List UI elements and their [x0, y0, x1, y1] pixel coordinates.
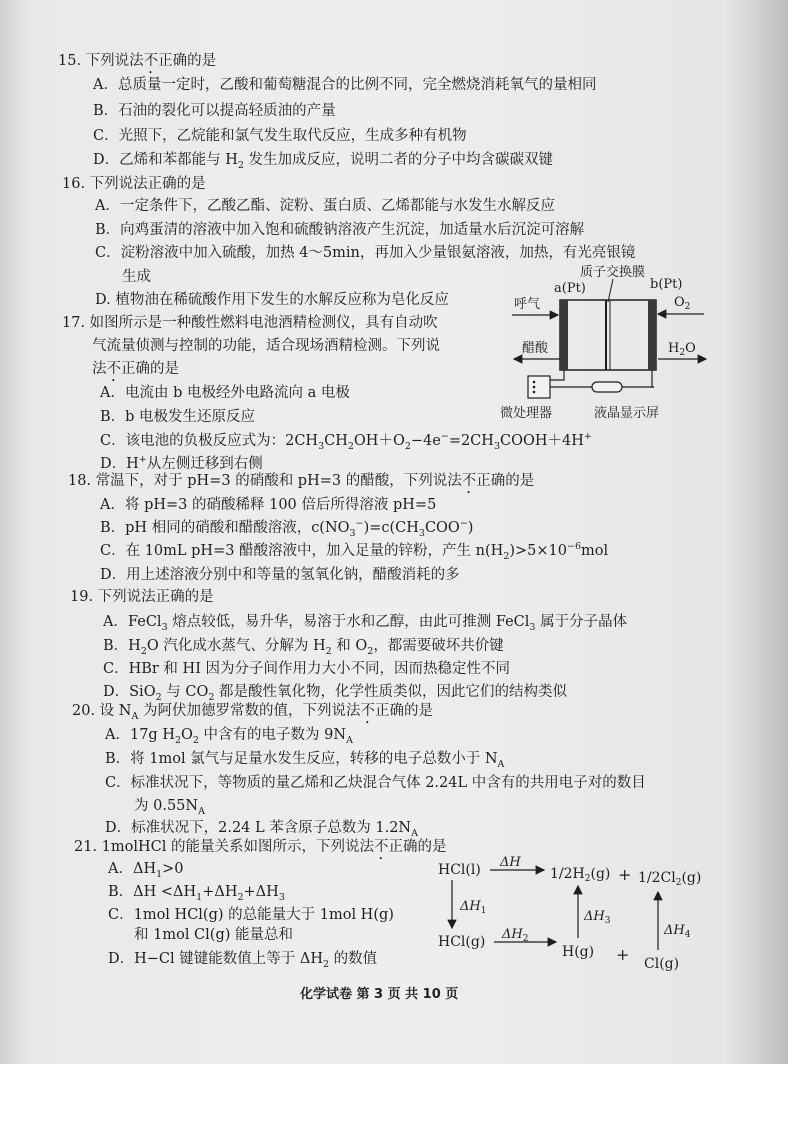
q21-stem: 21. 1molHCl 的能量关系如图所示，下列说法不正确的是	[74, 839, 447, 855]
delta-h-label: ΔH	[500, 855, 521, 870]
delta-h3-label: $\Delta H_3$	[584, 909, 611, 926]
question-number: 17.	[62, 315, 86, 331]
half-cl2-label: $1/2Cl_2(g)$	[638, 870, 702, 888]
q16-option-d: D. 植物油在稀硫酸作用下发生的水解反应称为皂化反应	[95, 292, 449, 308]
q17-option-b: B．b 电极发生还原反应	[100, 409, 256, 425]
q19-option-c: C．HBr 和 HI 因为分子间作用力大小不同，因而热稳定性不同	[103, 661, 511, 677]
emphasis-text: 不	[360, 703, 375, 719]
q17-stem-3: 法不正确的是	[92, 361, 179, 377]
q17-option-c: C．该电池的负极反应式为：$2CH_3CH_2OH+O_2-4e^-=2CH_3COOH+4H^+$	[100, 431, 592, 452]
q16-option-b: B．向鸡蛋清的溶液中加入饱和硫酸钠溶液产生沉淀，加适量水后沉淀可溶解	[95, 222, 585, 238]
q19-option-d: D．SiO$_2$ 与 $CO_2$ 都是酸性氧化物，化学性质类似，因此它们的结构类似	[103, 684, 567, 703]
circuit-wire-b	[652, 370, 654, 387]
membrane-label: 质子交换膜	[580, 265, 646, 280]
delta-h4-label: $\Delta H_4$	[664, 923, 691, 940]
q21-option-b: B．$\Delta H <\Delta H_1+\Delta H_2+\Delta H_3$	[108, 884, 285, 903]
q17-stem-2: 气流量侦测与控制的功能，适合现场酒精检测。下列说	[92, 338, 440, 354]
question-number: 19.	[70, 589, 94, 605]
stem-text: 正确的是	[158, 53, 217, 69]
q18-option-b: B．pH 相同的硝酸和醋酸溶液，$c(NO_3^-)=c(CH_3COO^-)$	[100, 518, 474, 539]
q17-option-d: D．H+从左侧迁移到右侧	[100, 454, 263, 472]
q18-option-a: A．将 pH=3 的硝酸稀释 100 倍后所得溶液 pH=5	[100, 497, 437, 513]
half-h2-label: $1/2H_2(g)$	[550, 866, 611, 884]
question-number: 18.	[68, 473, 92, 489]
q16-stem: 16. 下列说法正确的是	[62, 176, 206, 192]
electrode-a	[560, 300, 568, 370]
question-number: 20.	[72, 703, 96, 719]
q19-option-b: B．$H_2O$ 汽化成水蒸气、分解为 $H_2$ 和 $O_2$，都需要破坏共价键	[103, 638, 504, 657]
q16-option-a: A．一定条件下，乙酸乙酯、淀粉、蛋白质、乙烯都能与水发生水解反应	[95, 198, 555, 214]
emphasis-text: 不	[143, 53, 159, 69]
membrane-leader-line	[608, 279, 613, 302]
q21-option-c: C．1mol HCl(g) 的总能量大于 1mol H(g)	[108, 907, 394, 923]
q19-stem: 19. 下列说法正确的是	[70, 589, 214, 605]
microprocessor-box	[528, 376, 550, 398]
fuel-cell-diagram	[500, 262, 713, 422]
hcl-gas-label: HCl(g)	[438, 934, 486, 950]
emphasis-text: 不	[374, 839, 389, 855]
lcd-screen	[592, 382, 622, 392]
plus-sign: +	[618, 865, 632, 884]
hcl-energy-diagram	[432, 850, 712, 980]
q20-option-c: C．标准状况下，等物质的量乙烯和乙炔混合气体 2.24L 中含有的共用电子对的数目	[105, 775, 646, 791]
cl-atom-label: Cl(g)	[644, 956, 680, 972]
q17-stem-1: 17. 如图所示是一种酸性燃料电池酒精检测仪，具有自动吹	[62, 315, 438, 331]
q18-stem: 18. 常温下，对于 pH=3 的硝酸和 pH=3 的醋酸，下列说法不正确的是	[68, 473, 535, 489]
lcd-label: 液晶显示屏	[594, 406, 660, 421]
q16-option-c-cont: 生成	[122, 269, 151, 285]
microprocessor-label: 微处理器	[500, 406, 553, 421]
h-atom-label: H(g)	[562, 944, 595, 960]
q15-stem	[58, 52, 216, 77]
electrode-b	[648, 300, 656, 370]
q21-option-d: D．H−Cl 键键能数值上等于 $\Delta H_2$ 的数值	[108, 951, 378, 970]
question-number: 21.	[74, 839, 98, 855]
q16-option-c: C．淀粉溶液中加入硫酸，加热 4～5min，再加入少量银氨溶液，加热，有光亮银镜	[95, 245, 636, 261]
emphasis-text: 不	[461, 473, 477, 489]
cell-body	[560, 300, 656, 370]
electrode-a-label: a(Pt)	[554, 281, 586, 296]
q20-option-c-cont: 为 $0.55N_A$	[134, 798, 205, 817]
h2o-label: $H_2O$	[668, 341, 696, 358]
delta-h1-label: $\Delta H_1$	[460, 899, 487, 916]
acid-label: 醋酸	[522, 341, 549, 356]
q18-option-d: D．用上述溶液分别中和等量的氢氧化钠，醋酸消耗的多	[100, 567, 460, 583]
q15-option-a: A．总质量一定时，乙酸和葡萄糖混合的比例不同，完全燃烧消耗氧气的量相同	[93, 77, 597, 93]
question-number: 15.	[58, 53, 82, 69]
q17-option-a: A．电流由 b 电极经外电路流向 a 电极	[100, 385, 350, 401]
q15-option-d: D．乙烯和苯都能与 $H_2$ 发生加成反应，说明二者的分子中均含碳碳双键	[93, 152, 554, 171]
q21-option-a: A．$\Delta H_1>0$	[108, 861, 184, 880]
q21-option-c-cont: 和 1mol Cl(g) 能量总和	[134, 927, 293, 943]
delta-h2-label: $\Delta H_2$	[502, 927, 529, 944]
stem-text: 下列说法	[85, 53, 144, 69]
o2-label: $O_2$	[674, 295, 691, 312]
question-number: 16.	[62, 176, 86, 192]
hcl-liquid-label: HCl(l)	[438, 862, 481, 878]
q20-option-b: B．将 1mol 氯气与足量水发生反应，转移的电子总数小于 $N_A$	[105, 751, 505, 770]
q20-stem: 20. 设 $N_A$ 为阿伏加德罗常数的值，下列说法不正确的是	[72, 703, 433, 722]
page-footer: 化学试卷 第 3 页 共 10 页	[300, 987, 459, 1002]
emphasis-text: 不	[106, 361, 121, 377]
q15-option-c: C．光照下，乙烷能和氯气发生取代反应，生成多种有机物	[93, 128, 467, 144]
q20-option-a: A．17g $H_2O_2$ 中含有的电子数为 $9N_A$	[105, 727, 353, 746]
q20-option-d: D．标准状况下，2.24 L 苯含原子总数为 $1.2N_A$	[105, 820, 418, 839]
electrode-b-label: b(Pt)	[650, 277, 683, 292]
plus-sign-2: +	[616, 945, 630, 964]
q15-option-b: B．石油的裂化可以提高轻质油的产量	[93, 103, 336, 119]
q18-option-c: C．在 10mL pH=3 醋酸溶液中，加入足量的锌粉，产生 $n(H_2)>5\times 10^{-6}mol$	[100, 541, 609, 562]
breath-label: 呼气	[514, 297, 541, 312]
q19-option-a: A．FeCl$_3$ 熔点较低，易升华，易溶于水和乙醇，由此可推测 FeCl$_3$ 属于分子晶体	[103, 614, 628, 633]
